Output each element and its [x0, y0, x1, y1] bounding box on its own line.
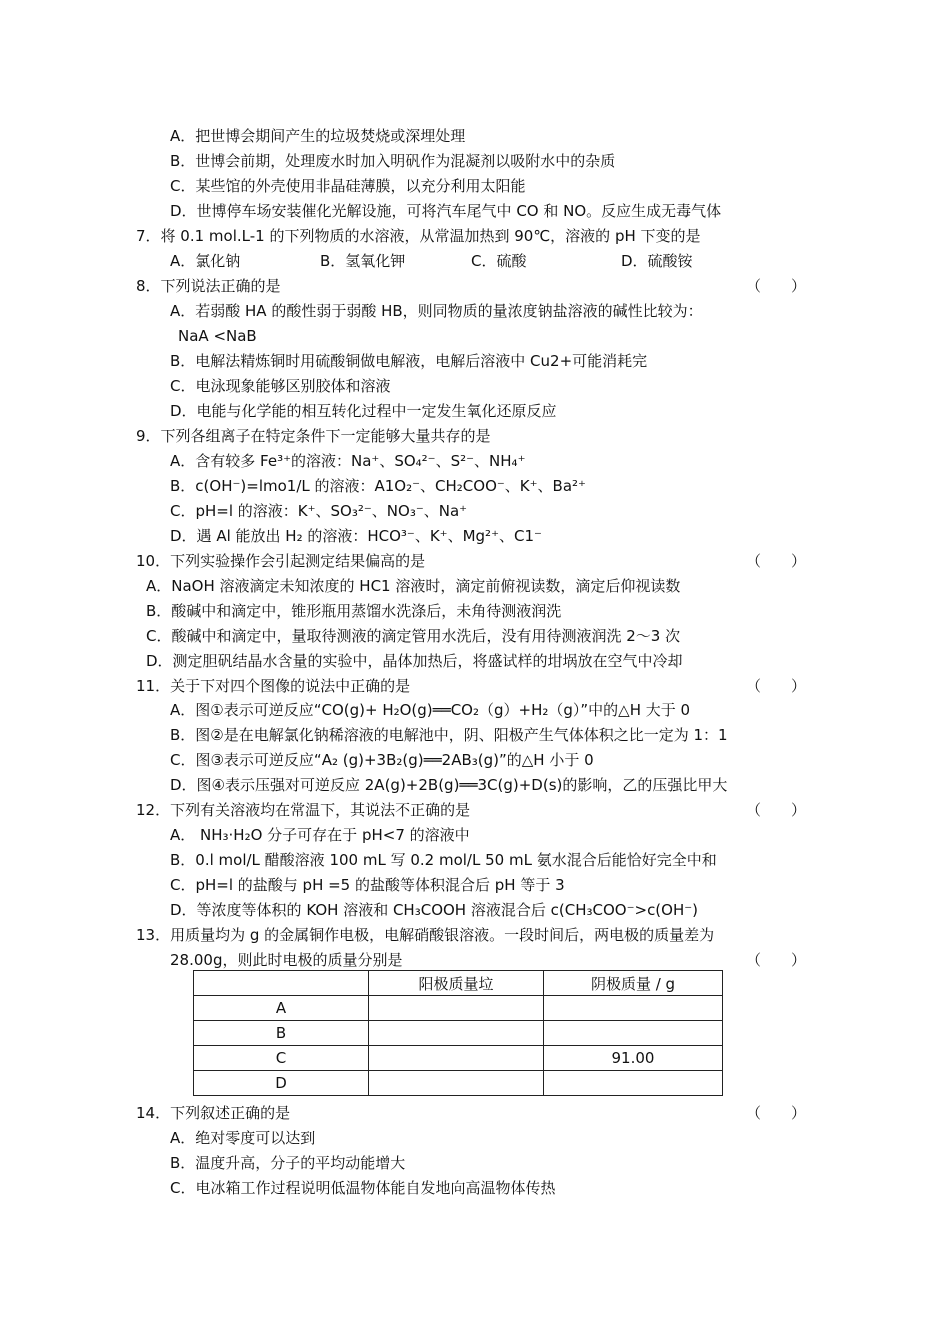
table-row [194, 996, 723, 1021]
q11-option-a: A．图①表示可逆反应“CO(g)+ H₂O(g)══CO₂（g）+H₂（g）”中的△H 大于 0 [170, 701, 691, 719]
q11-stem: 11．关于下对四个图像的说法中正确的是 [136, 677, 411, 695]
q7-stem: 7．将 0.1 mol.L-1 的下列物质的水溶液，从常温加热到 90℃，溶液的 pH 下变的是 [136, 227, 701, 245]
q12-option-a: A． NH₃·H₂O 分子可存在于 pH<7 的溶液中 [170, 826, 470, 844]
q9-stem: 9．下列各组离子在特定条件下一定能够大量共存的是 [136, 427, 491, 445]
table-cell: D [194, 1071, 369, 1096]
q9-option-c: C．pH=l 的溶液：K⁺、SO₃²⁻、NO₃⁻、Na⁺ [170, 502, 468, 520]
q11-answer-paren: （ ） [746, 677, 807, 695]
q7-option-a: A．氯化钠 [170, 252, 241, 270]
table-header-cell [194, 971, 369, 996]
q11-option-b: B．图②是在电解氯化钠稀溶液的电解池中，阴、阳极产生气体体积之比一定为 1：1 [170, 726, 728, 744]
q12-option-b: B．0.l mol/L 醋酸溶液 100 mL 写 0.2 mol/L 50 mL 氨水混合后能恰好完全中和 [170, 851, 717, 869]
q8-option-b: B．电解法精炼铜时用硫酸铜做电解液，电解后溶液中 Cu2+可能消耗完 [170, 352, 648, 370]
q12-option-d: D．等浓度等体积的 KOH 溶液和 CH₃COOH 溶液混合后 c(CH₃COO⁻>c(OH⁻) [170, 901, 699, 919]
q7-option-c: C．硫酸 [471, 252, 527, 270]
q13-answer-paren: （ ） [746, 951, 807, 969]
table-cell: A [194, 996, 369, 1021]
table-cell [544, 1071, 723, 1096]
q8-option-d: D．电能与化学能的相互转化过程中一定发生氧化还原反应 [170, 402, 557, 420]
table-row [194, 1071, 723, 1096]
q9-option-b: B．c(OH⁻)=lmo1/L 的溶液：A1O₂⁻、CH₂COO⁻、K⁺、Ba²⁺ [170, 477, 586, 495]
q8-answer-paren: （ ） [746, 277, 807, 295]
q13-electrode-mass-table [193, 970, 723, 1096]
table-header-cell: 阴极质量 / g [544, 971, 723, 996]
table-header-cell: 阳极质量垃 [369, 971, 544, 996]
q11-option-d: D．图④表示压强对可逆反应 2A(g)+2B(g)══3C(g)+D(s)的影响，乙的压强比甲大 [170, 776, 728, 794]
table-cell: 91.00 [544, 1046, 723, 1071]
q7-option-b: B．氢氧化钾 [320, 252, 406, 270]
q10-option-b: B．酸碱中和滴定中，锥形瓶用蒸馏水洗涤后，未角待测液润洗 [146, 602, 562, 620]
q10-answer-paren: （ ） [746, 552, 807, 570]
q10-stem: 10．下列实验操作会引起测定结果偏高的是 [136, 552, 426, 570]
q10-option-d: D．测定胆矾结晶水含量的实验中，晶体加热后，将盛试样的坩埚放在空气中冷却 [146, 652, 683, 670]
q13-stem-cont: 28.00g，则此时电极的质量分别是 [170, 951, 403, 969]
q8-option-c: C．电泳现象能够区别胶体和溶液 [170, 377, 391, 395]
q12-stem: 12．下列有关溶液均在常温下，其说法不正确的是 [136, 801, 471, 819]
q12-answer-paren: （ ） [746, 801, 807, 819]
q6-option-a: A．把世博会期间产生的垃圾焚烧或深埋处理 [170, 127, 466, 145]
q8-stem: 8．下列说法正确的是 [136, 277, 281, 295]
q6-option-b: B．世博会前期，处理废水时加入明矾作为混凝剂以吸附水中的杂质 [170, 152, 616, 170]
q8-option-a-cont: NaA <NaB [178, 327, 257, 345]
table-cell [544, 996, 723, 1021]
q9-option-d: D．遇 Al 能放出 H₂ 的溶液：HCO³⁻、K⁺、Mg²⁺、C1⁻ [170, 527, 542, 545]
q14-option-b: B．温度升高，分子的平均动能增大 [170, 1154, 406, 1172]
q12-option-c: C．pH=l 的盐酸与 pH =5 的盐酸等体积混合后 pH 等于 3 [170, 876, 565, 894]
q14-option-a: A．绝对零度可以达到 [170, 1129, 316, 1147]
table-row [194, 1021, 723, 1046]
q6-option-c: C．某些馆的外壳使用非晶硅薄膜，以充分利用太阳能 [170, 177, 526, 195]
table-header-row [194, 971, 723, 996]
q14-answer-paren: （ ） [746, 1104, 807, 1122]
q7-option-d: D．硫酸铵 [621, 252, 693, 270]
q11-option-c: C．图③表示可逆反应“A₂ (g)+3B₂(g)══2AB₃(g)”的△H 小于 0 [170, 751, 594, 769]
table-cell [369, 1021, 544, 1046]
q9-option-a: A．含有较多 Fe³⁺的溶液：Na⁺、SO₄²⁻、S²⁻、NH₄⁺ [170, 452, 526, 470]
table-cell [544, 1021, 723, 1046]
table-cell [369, 1071, 544, 1096]
table-cell [369, 996, 544, 1021]
q8-option-a: A．若弱酸 HA 的酸性弱于弱酸 HB，则同物质的量浓度钠盐溶液的碱性比较为： [170, 302, 703, 320]
q13-stem: 13．用质量均为 g 的金属铜作电极，电解硝酸银溶液。一段时间后，两电极的质量差为 [136, 926, 715, 944]
q10-option-a: A．NaOH 溶液滴定未知浓度的 HC1 溶液时，滴定前俯视读数，滴定后仰视读数 [146, 577, 681, 595]
table-cell: B [194, 1021, 369, 1046]
q14-stem: 14．下列叙述正确的是 [136, 1104, 291, 1122]
q6-option-d: D．世博停车场安装催化光解设施，可将汽车尾气中 CO 和 NO。反应生成无毒气体 [170, 202, 722, 220]
table-cell [369, 1046, 544, 1071]
q14-option-c: C．电冰箱工作过程说明低温物体能自发地向高温物体传热 [170, 1179, 556, 1197]
table-row [194, 1046, 723, 1071]
table-cell: C [194, 1046, 369, 1071]
q10-option-c: C．酸碱中和滴定中，量取待测液的滴定管用水洗后，没有用待测液润洗 2～3 次 [146, 627, 681, 645]
